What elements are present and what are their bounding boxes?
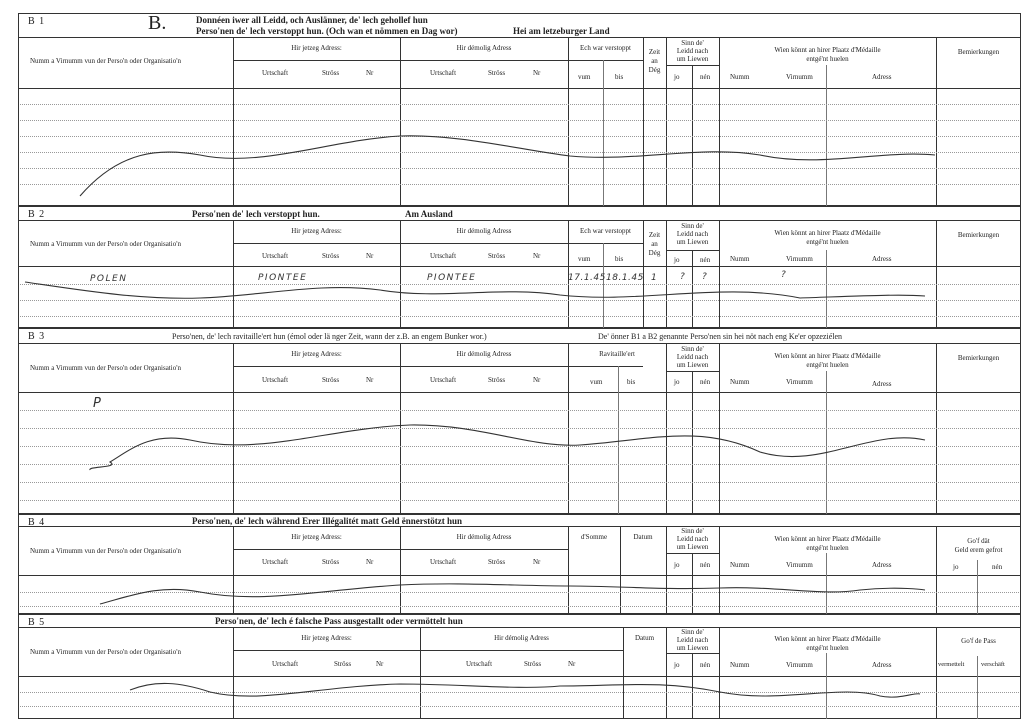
b2-sub-numm: Numm xyxy=(730,255,750,263)
section-b1-big-letter: B. xyxy=(148,12,167,34)
b5-sub-nr-former: Nr xyxy=(568,660,576,668)
b3-col-ravitaillert: Ravitaille'ert xyxy=(599,350,635,358)
b3-sub-nr: Nr xyxy=(366,376,374,384)
b1-col-time-3: Dég xyxy=(648,66,661,74)
section-b3-note: De' önner B1 a B2 genannte Perso'nen sin hei nöt nach eng Ke'er opzeziélen xyxy=(598,332,843,341)
b5-sub-sold: verschäft xyxy=(981,661,1005,668)
section-b3-id: B 3 xyxy=(28,331,46,342)
b4-sub-adress: Adress xyxy=(872,561,892,569)
b5-sub-no: nén xyxy=(700,661,711,669)
b4-col-name: Numm a Virnumm vun der Perso'n oder Organisatio'n xyxy=(30,547,181,555)
b1-sub-numm: Numm xyxy=(730,73,750,81)
b2-sub-from: vum xyxy=(578,255,591,263)
b4-col-now-address: Hir jetzeg Adress: xyxy=(291,533,342,541)
b4-col-medal-2: entgé'nt huelen xyxy=(806,544,849,552)
b4-sub-place: Urtschaft xyxy=(262,558,289,566)
b3-hand-name: P xyxy=(93,396,103,411)
section-b5-id: B 5 xyxy=(28,617,46,628)
b5-col-name: Numm a Virnumm vun der Perso'n oder Organisatio'n xyxy=(30,648,181,656)
b1-sub-to: bis xyxy=(615,73,624,81)
b3-sub-no: nén xyxy=(700,378,711,386)
b2-col-now-address: Hir jetzeg Adress: xyxy=(291,227,342,235)
b3-sub-yes: jo xyxy=(674,378,680,386)
b4-col-former-address: Hir démolig Adress xyxy=(456,533,512,541)
section-b1-title: Donnéen iwer all Leidd, och Auslänner, de' lech gehollef hun xyxy=(196,15,428,25)
b3-sub-place-former: Urtschaft xyxy=(430,376,457,384)
b2-sub-nr: Nr xyxy=(366,252,374,260)
b1-sub-place-former: Urtschaft xyxy=(430,69,457,77)
b4-col-medal-1: Wien könnt an hirer Plaatz d'Médaille xyxy=(774,535,881,543)
b4-strike-line xyxy=(100,584,925,604)
b4-sub-money-no: nén xyxy=(992,563,1003,571)
b3-sub-numm: Numm xyxy=(730,378,750,386)
b1-col-time-2: an xyxy=(651,57,658,65)
b3-sub-virnumm: Virnumm xyxy=(786,378,813,386)
b4-sub-street: Ströss xyxy=(322,558,340,566)
b1-col-time-1: Zeit xyxy=(648,48,661,56)
b5-strike-line xyxy=(130,683,920,697)
b2-col-time-1: Zeit xyxy=(648,231,661,239)
b2-hand-from: 17.1.45 xyxy=(568,273,606,283)
b3-sub-adress: Adress xyxy=(872,380,892,388)
b2-sub-no: nén xyxy=(700,256,711,264)
b3-col-medal-2: entgé'nt huelen xyxy=(806,361,849,369)
b2-sub-place-former: Urtschaft xyxy=(430,252,457,260)
b1-sub-street: Ströss xyxy=(322,69,340,77)
b5-col-alive-1: Sinn de' xyxy=(681,628,704,636)
b2-col-name: Numm a Virnumm vun der Perso'n oder Organisatio'n xyxy=(30,240,181,248)
b1-col-former-address: Hir démolig Adress xyxy=(456,44,512,52)
b5-col-former-address: Hir démolig Adress xyxy=(494,634,549,642)
b5-sub-yes: jo xyxy=(674,661,680,669)
b1-col-hidden: Ech war verstoppt xyxy=(580,44,631,52)
b1-col-name: Numm a Virnumm vun der Perso'n oder Organisatio'n xyxy=(30,57,181,65)
b4-sub-no: nén xyxy=(700,561,711,569)
section-b2-id: B 2 xyxy=(28,209,46,220)
b2-sub-street-former: Ströss xyxy=(488,252,506,260)
b2-sub-place: Urtschaft xyxy=(262,252,289,260)
b1-sub-nr-former: Nr xyxy=(533,69,541,77)
b1-sub-virnumm: Virnumm xyxy=(786,73,813,81)
section-b3-title: Perso'nen, de' lech ravitaille'ert hun (émol oder lä nger Zeit, wann der z.B. an engem Bunker wor.) xyxy=(172,332,487,341)
b2-col-time-2: an xyxy=(651,240,658,248)
b5-sub-numm: Numm xyxy=(730,661,750,669)
b3-sub-place: Urtschaft xyxy=(262,376,289,384)
b2-col-hidden: Ech war verstoppt xyxy=(580,227,631,235)
b4-sub-money-yes: jo xyxy=(953,563,959,571)
b3-col-now-address: Hir jetzeg Adress: xyxy=(291,350,342,358)
b2-sub-street: Ströss xyxy=(322,252,340,260)
b5-sub-nr: Nr xyxy=(376,660,384,668)
b5-sub-issued: vermettelt xyxy=(938,661,965,668)
section-b2-title: Perso'nen de' lech verstoppt hun. xyxy=(192,209,320,219)
b2-hand-medal: ? xyxy=(781,270,788,280)
b3-col-alive-1: Sinn de' xyxy=(681,345,704,353)
b1-col-alive-1: Sinn de' xyxy=(681,39,704,47)
b2-sub-yes: jo xyxy=(674,256,680,264)
b3-col-former-address: Hir démolig Adress xyxy=(456,350,512,358)
section-b4-title: Perso'nen, de' lech während Erer Illégalitét matt Geld ënnerstötzt hun xyxy=(192,516,462,526)
section-b1-subtitle: Perso'nen de' lech verstoppt hun. (Och wan et nömmen en Dag wor) xyxy=(196,26,458,36)
b2-col-medal-2: entgé'nt huelen xyxy=(806,238,849,246)
b4-col-sum: d'Somme xyxy=(580,533,608,541)
b5-sub-adress: Adress xyxy=(872,661,892,669)
b2-col-medal-1: Wien könnt an hirer Plaatz d'Médaille xyxy=(774,229,881,237)
b2-hand-alive-yes: ? xyxy=(680,272,687,282)
b3-col-alive-3: um Liewen xyxy=(676,361,709,369)
b4-col-money-2: Geld erem gefrot xyxy=(954,546,1003,554)
b4-col-money-1: Go'f dät xyxy=(967,537,990,545)
b4-col-alive-1: Sinn de' xyxy=(681,527,704,535)
b2-sub-nr-former: Nr xyxy=(533,252,541,260)
b5-sub-street-former: Ströss xyxy=(524,660,542,668)
b3-sub-from: vum xyxy=(590,378,603,386)
b4-sub-numm: Numm xyxy=(730,561,750,569)
section-b1-id: B 1 xyxy=(28,16,46,27)
b4-sub-place-former: Urtschaft xyxy=(430,558,457,566)
b5-sub-virnumm: Virnumm xyxy=(786,661,813,669)
b4-col-alive-2: Leidd nach xyxy=(676,535,709,543)
b4-col-date: Datum xyxy=(633,533,653,541)
section-b5-title: Perso'nen, de' lech é falsche Pass ausgestallt oder vermöttelt hun xyxy=(215,616,463,626)
b4-sub-virnumm: Virnumm xyxy=(786,561,813,569)
b1-sub-adress: Adress xyxy=(872,73,892,81)
b3-sub-street: Ströss xyxy=(322,376,340,384)
b3-col-name: Numm a Virnumm vun der Perso'n oder Organisatio'n xyxy=(30,364,181,372)
b4-sub-nr-former: Nr xyxy=(533,558,541,566)
b3-col-alive-2: Leidd nach xyxy=(676,353,709,361)
b2-sub-virnumm: Virnumm xyxy=(786,255,813,263)
b2-hand-days: 1 xyxy=(651,273,659,283)
b1-sub-nr: Nr xyxy=(366,69,374,77)
b5-col-pass: Go'f de Pass xyxy=(961,637,996,645)
b1-col-alive-2: Leidd nach xyxy=(676,47,709,55)
b1-strike-line xyxy=(80,136,935,196)
b3-strike-line xyxy=(90,425,925,470)
b3-col-medal-1: Wien könnt an hirer Plaatz d'Médaille xyxy=(774,352,881,360)
b1-col-medal-1: Wien könnt an hirer Plaatz d'Médaille xyxy=(774,46,881,54)
b5-col-medal-1: Wien könnt an hirer Plaatz d'Médaille xyxy=(774,635,881,643)
section-b1-subtitle-location: Hei am letzeburger Land xyxy=(513,26,610,36)
b3-sub-street-former: Ströss xyxy=(488,376,506,384)
b5-sub-place-former: Urtschaft xyxy=(466,660,493,668)
b2-col-alive-3: um Liewen xyxy=(676,238,709,246)
b1-sub-street-former: Ströss xyxy=(488,69,506,77)
b1-col-now-address: Hir jetzeg Adress: xyxy=(291,44,342,52)
b1-sub-yes: jo xyxy=(674,73,680,81)
b2-hand-alive-no: ? xyxy=(702,272,709,282)
b3-sub-to: bis xyxy=(627,378,636,386)
b2-col-alive-1: Sinn de' xyxy=(681,222,704,230)
b4-sub-yes: jo xyxy=(674,561,680,569)
b2-col-remarks: Bemierkungen xyxy=(957,231,1000,239)
b3-sub-nr-former: Nr xyxy=(533,376,541,384)
b5-col-alive-2: Leidd nach xyxy=(676,636,709,644)
b2-col-time-3: Dég xyxy=(648,249,661,257)
b2-hand-to: 18.1.45 xyxy=(606,273,644,283)
b5-col-alive-3: um Liewen xyxy=(676,644,709,652)
b3-col-remarks: Bemierkungen xyxy=(957,354,1000,362)
b2-strike-line xyxy=(25,282,925,298)
b1-col-medal-2: entgé'nt huelen xyxy=(806,55,849,63)
b1-col-alive-3: um Liewen xyxy=(676,55,709,63)
b2-col-former-address: Hir démolig Adress xyxy=(456,227,512,235)
b2-sub-adress: Adress xyxy=(872,255,892,263)
b4-sub-nr: Nr xyxy=(366,558,374,566)
b2-sub-to: bis xyxy=(615,255,624,263)
b5-col-now-address: Hir jetzeg Adress: xyxy=(301,634,352,642)
b1-sub-no: nén xyxy=(700,73,711,81)
b5-col-date: Datum xyxy=(634,634,655,642)
b2-hand-now-address: PIONTEE xyxy=(258,273,308,283)
b1-sub-from: vum xyxy=(578,73,591,81)
b4-sub-street-former: Ströss xyxy=(488,558,506,566)
section-b2-title-location: Am Ausland xyxy=(405,209,453,219)
b1-sub-place: Urtschaft xyxy=(262,69,289,77)
b5-sub-place: Urtschaft xyxy=(272,660,299,668)
b1-col-remarks: Bemierkungen xyxy=(957,48,1000,56)
section-b4-id: B 4 xyxy=(28,517,46,528)
b2-hand-former-address: PIONTEE xyxy=(427,273,477,283)
b2-hand-name: POLEN xyxy=(90,274,128,284)
b5-col-medal-2: entgé'nt huelen xyxy=(806,644,849,652)
b5-sub-street: Ströss xyxy=(334,660,352,668)
b4-col-alive-3: um Liewen xyxy=(676,543,709,551)
b2-col-alive-2: Leidd nach xyxy=(676,230,709,238)
